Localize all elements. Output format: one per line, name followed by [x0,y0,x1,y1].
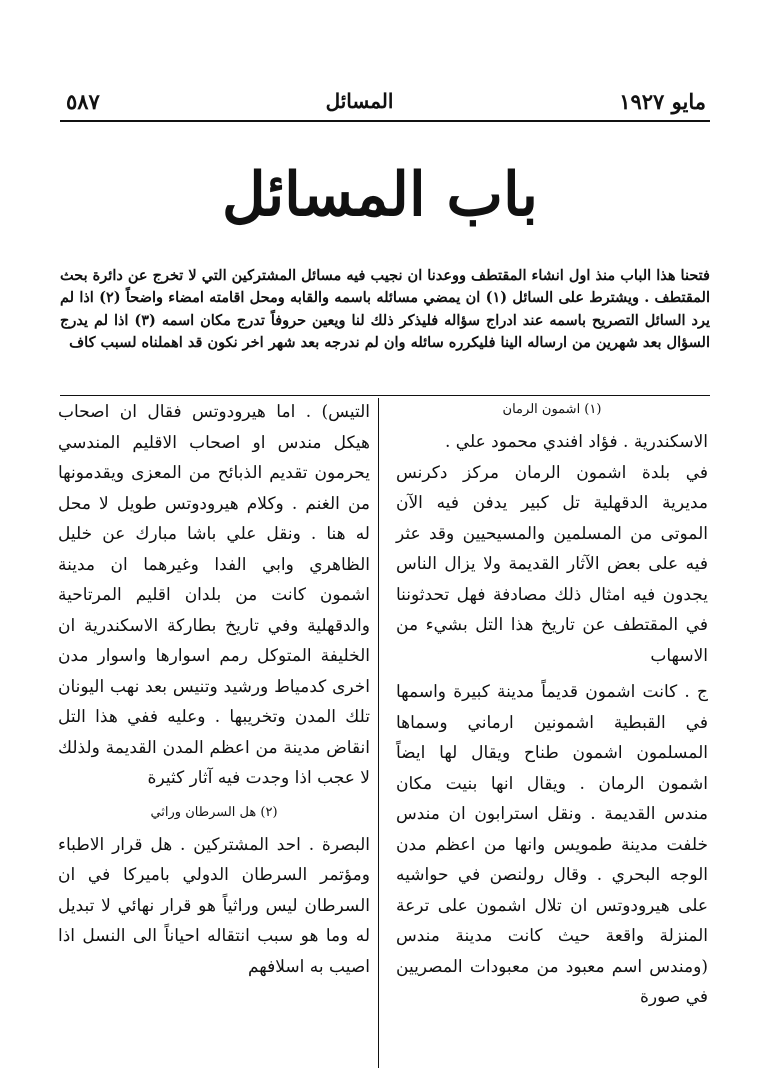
header-date: مايو ١٩٢٧ [619,88,706,114]
question-1-title: (١) اشمون الرمان [502,402,602,417]
running-header [66,86,706,116]
question-1-answer-continued: التيس) . اما هيرودوتس فقال ان اصحاب هيكل مندس او اصحاب الاقليم المندسي يحرمون تقديم الذبائح من المعزى ويقدمونها من الغنم . وكلام هيرودوتس طويل لا محل له هنا . ونقل علي باشا مبارك عن خليل الظاهري وابي الفدا وغيرهما ان مدينة اشمون كانت من بلدان اقليم المرتاحية والدقهلية وفي تاريخ بطاركة الاسكندرية ان الخليفة المتوكل رمم اسوارها واسوار مدن اخرى كدمياط ورشيد وتنيس بعد نهب اليونان تلك المدن وتخريبها . وعليه ففي هذا التل انقاض مدينة من اعظم المدن القديمة ولذلك لا عجب اذا وجدت فيه آثار كثيرة [58,402,370,788]
question-1-asker: الاسكندرية . فؤاد افندي محمود علي . [444,432,708,452]
header-rule [60,120,710,122]
left-column [58,397,370,982]
header-page-number: ٥٨٧ [66,88,100,114]
right-column [396,397,708,1013]
question-1-answer: ج . كانت اشمون قديماً مدينة كبيرة واسمها في القبطية اشمونين ارماني وسماها المسلمون اشمون طناح ويقال لها ايضاً اشمون الرمان . ويقال انها بنيت مكان مندس القديمة . ونقل استرابون ان مندس خلفت مدينة طمويس وانها من اعظم مدن الوجه البحري . وقال رولنصن في حواشيه على هيرودوتس ان تلال اشمون على ترعة المنزلة واقعة حيث كانت مدينة مندس (ومندس اسم معبود من معبودات المصريين في صورة [396,682,708,1007]
question-2-title: (٢) هل السرطان وراثي [150,804,278,820]
column-divider [378,398,379,1068]
question-1-text: في بلدة اشمون الرمان مركز دكرنس مديرية الدقهلية تل كبير يدفن فيه الآن الموتى من المسلمين والمسيحيين وقد عثر فيه على بعض الآثار القديمة ولا يزال الناس يجدون فيه امثال ذلك مصادفة فهل تحدثوننا في المقتطف عن تاريخ هذا التل بشيء من الاسهاب [396,462,708,666]
header-section-title: المسائل [325,89,394,113]
columns-top-rule [60,395,710,396]
section-title: باب المسائل [222,160,538,230]
intro-paragraph: فتحنا هذا الباب منذ اول انشاء المقتطف ووعدنا ان نجيب فيه مسائل المشتركين التي لا تخرج عن دائرة بحث المقتطف . ويشترط على السائل (١) ان يمضي مسائله باسمه والقابه ومحل اقامته امضاء واضحاً (٢) اذا لم يرد السائل التصريح باسمه عند ادراج سؤاله فليذكر ذلك لنا ويعين حروفاً تدرج مكان اسمه (٣) اذا لم يدرج السؤال بعد شهرين من ارساله الينا فليكرره سائله وان لم ندرجه بعد شهر اخر نكون قد اهملناه لسبب كاف [60,266,710,351]
question-2-text: البصرة . احد المشتركين . هل قرار الاطباء ومؤتمر السرطان الدولي باميركا في ان السرطان ليس وراثياً هو قرار نهائي لا تبديل له وما هو سبب انتقاله احياناً الى النسل اذا اصيب به اسلافهم [58,834,370,977]
